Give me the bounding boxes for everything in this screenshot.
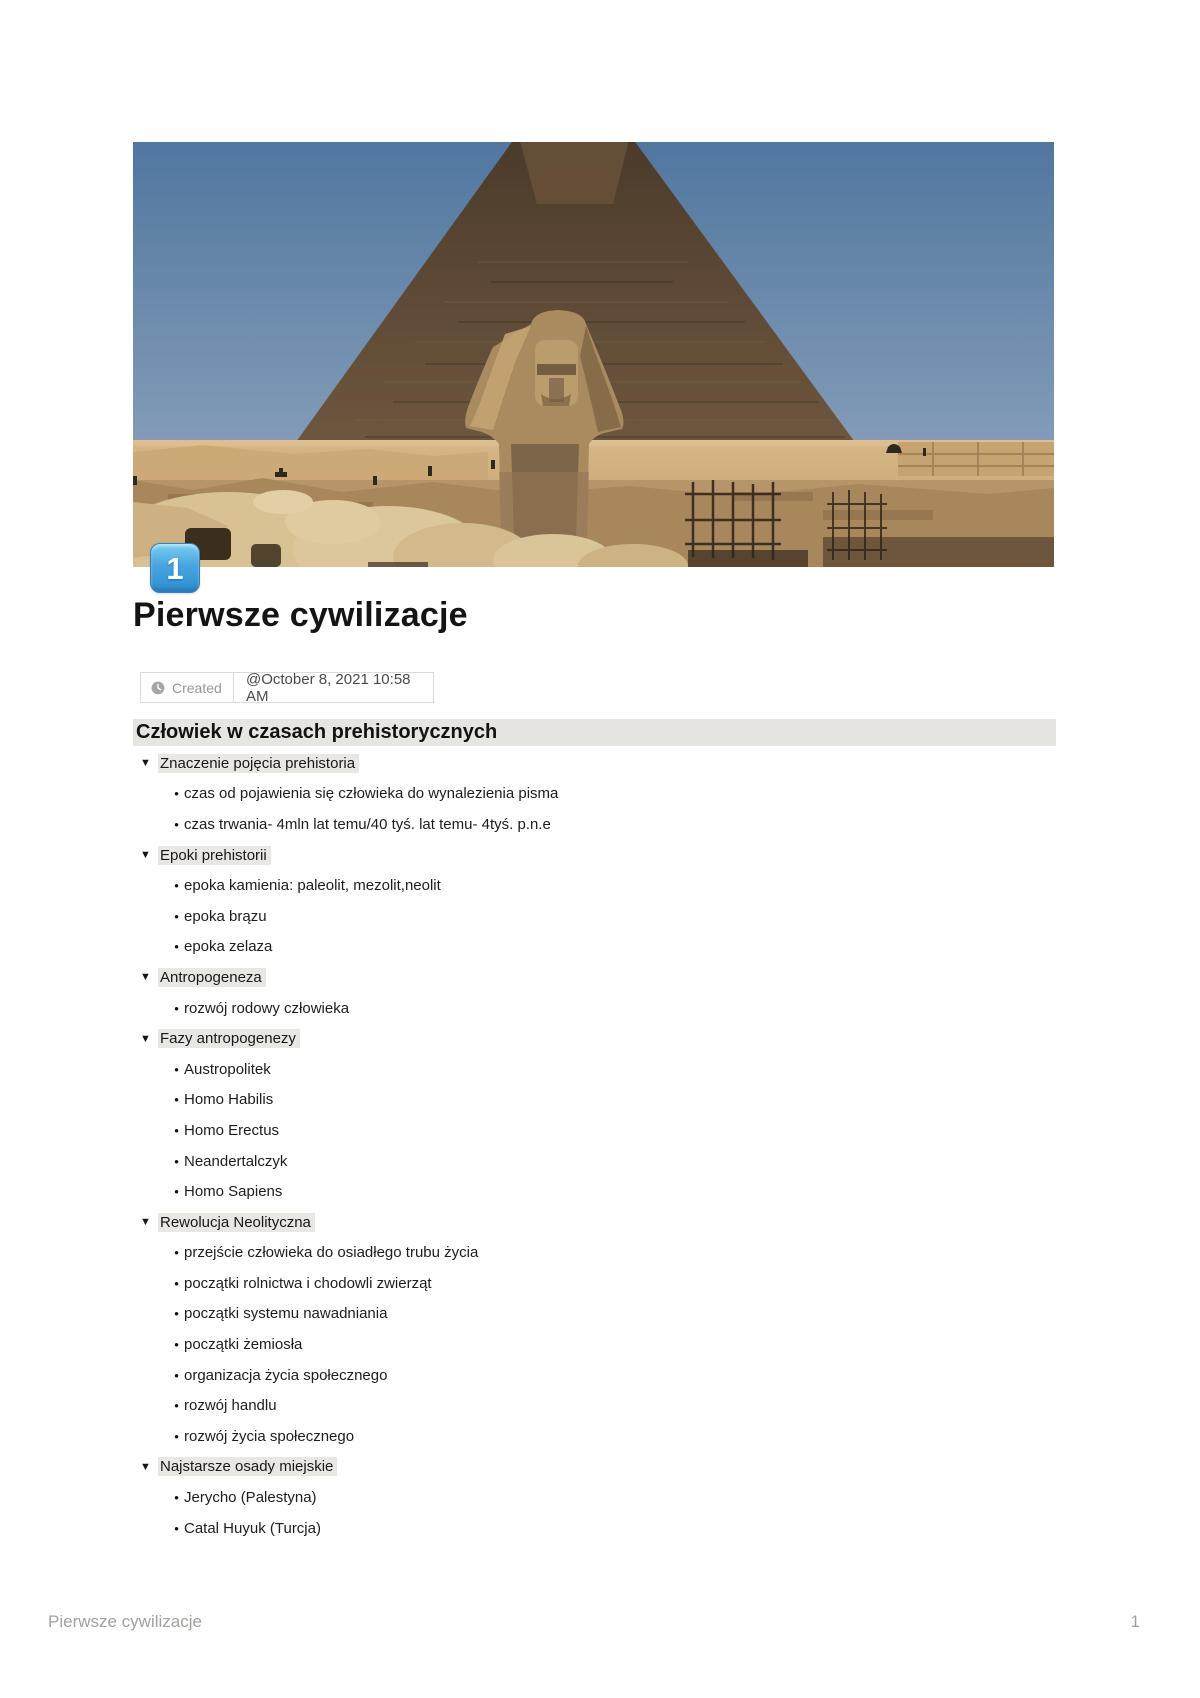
sphinx-pyramid-illustration [133,142,1054,567]
page-footer [48,1612,1140,1632]
bullet-icon: • [174,786,179,802]
bullet-group [133,1238,1056,1452]
bullet-text: Homo Habilis [184,1091,274,1109]
toggle-block [133,748,1056,840]
toggle-block [133,962,1056,1023]
bullet-text: czas od pojawienia się człowieka do wynalezienia pisma [184,785,559,803]
list-item [133,870,1056,901]
toggle-item[interactable] [133,840,1056,871]
list-item [133,1360,1056,1391]
bullet-icon: • [174,939,179,955]
bullet-icon: • [174,908,179,924]
properties-row [140,672,434,703]
bullet-text: przejście człowieka do osiadłego trubu życia [184,1244,479,1262]
section-heading: Człowiek w czasach prehistorycznych [133,719,1056,746]
bullet-text: początki żemiosła [184,1336,303,1354]
bullet-text: Homo Sapiens [184,1183,283,1201]
toggle-triangle-icon[interactable]: ▼ [140,1032,151,1045]
toggle-block [133,1023,1056,1207]
created-label: Created [172,679,222,696]
bullet-icon: • [174,1398,179,1414]
bullet-icon: • [174,1428,179,1444]
toggle-label: Rewolucja Neolityczna [158,1213,315,1232]
keycap-number: 1 [166,550,184,586]
toggle-label: Fazy antropogenezy [158,1029,300,1048]
list-item [133,779,1056,810]
bullet-group [133,779,1056,840]
bullet-icon: • [174,1153,179,1169]
toggle-triangle-icon[interactable]: ▼ [140,1460,151,1473]
toggle-label: Antropogeneza [158,968,266,987]
toggle-label: Epoki prehistorii [158,846,271,865]
bullet-icon: • [174,1245,179,1261]
list-item [133,1176,1056,1207]
bullet-text: epoka brązu [184,907,267,925]
toggle-item[interactable] [133,748,1056,779]
list-item [133,1085,1056,1116]
bullet-icon: • [174,1337,179,1353]
list-item [133,1115,1056,1146]
bullet-text: Austropolitek [184,1060,271,1078]
toggle-item[interactable] [133,962,1056,993]
list-item [133,901,1056,932]
bullet-icon: • [174,1122,179,1138]
toggle-item[interactable] [133,1452,1056,1483]
toggle-triangle-icon[interactable]: ▼ [140,1216,151,1229]
bullet-icon: • [174,1275,179,1291]
bullet-text: rozwój życia społecznego [184,1427,355,1445]
list-item [133,1482,1056,1513]
cover-image [133,142,1054,567]
list-item [133,1513,1056,1544]
list-item [133,1299,1056,1330]
page-title: Pierwsze cywilizacje [133,596,468,634]
list-item [133,1238,1056,1269]
bullet-text: organizacja życia społecznego [184,1366,388,1384]
bullet-text: epoka zelaza [184,938,273,956]
bullet-icon: • [174,1061,179,1077]
bullet-text: początki systemu nawadniania [184,1305,388,1323]
toggle-triangle-icon[interactable]: ▼ [140,757,151,770]
bullet-text: początki rolnictwa i chodowli zwierząt [184,1274,432,1292]
bullet-icon: • [174,878,179,894]
bullet-text: Neandertalczyk [184,1152,288,1170]
footer-page-number: 1 [1130,1612,1140,1631]
clock-icon [151,681,165,695]
list-item [133,932,1056,963]
toggle-label: Znaczenie pojęcia prehistoria [158,754,359,773]
toggle-triangle-icon[interactable]: ▼ [140,849,151,862]
page-icon-keycap-one[interactable] [150,543,200,593]
list-item [133,809,1056,840]
list-item [133,1146,1056,1177]
list-item [133,1268,1056,1299]
list-item [133,993,1056,1024]
created-property [140,672,233,703]
bullet-text: rozwój rodowy człowieka [184,999,350,1017]
bullet-icon: • [174,816,179,832]
toggle-item[interactable] [133,1207,1056,1238]
bullet-icon: • [174,1490,179,1506]
toggle-triangle-icon[interactable]: ▼ [140,971,151,984]
bullet-icon: • [174,1367,179,1383]
bullet-icon: • [174,1184,179,1200]
content-area [133,748,1056,1543]
bullet-text: epoka kamienia: paleolit, mezolit,neolit [184,877,441,895]
list-item [133,1421,1056,1452]
bullet-text: Catal Huyuk (Turcja) [184,1519,321,1537]
bullet-text: Jerycho (Palestyna) [184,1489,317,1507]
bullet-group [133,993,1056,1024]
toggle-list [133,748,1056,1543]
toggle-label: Najstarsze osady miejskie [158,1457,337,1476]
bullet-icon: • [174,1000,179,1016]
bullet-text: Homo Erectus [184,1121,280,1139]
toggle-block [133,1452,1056,1544]
list-item [133,1390,1056,1421]
bullet-group [133,1054,1056,1207]
bullet-text: czas trwania- 4mln lat temu/40 tyś. lat temu- 4tyś. p.n.e [184,815,551,833]
footer-title: Pierwsze cywilizacje [48,1612,202,1631]
bullet-icon: • [174,1306,179,1322]
toggle-block [133,1207,1056,1452]
bullet-group [133,1482,1056,1543]
bullet-group [133,870,1056,962]
bullet-icon: • [174,1092,179,1108]
list-item [133,1054,1056,1085]
toggle-item[interactable] [133,1023,1056,1054]
created-value[interactable]: @October 8, 2021 10:58 AM [233,672,434,703]
list-item [133,1329,1056,1360]
toggle-block [133,840,1056,962]
bullet-icon: • [174,1520,179,1536]
bullet-text: rozwój handlu [184,1397,277,1415]
